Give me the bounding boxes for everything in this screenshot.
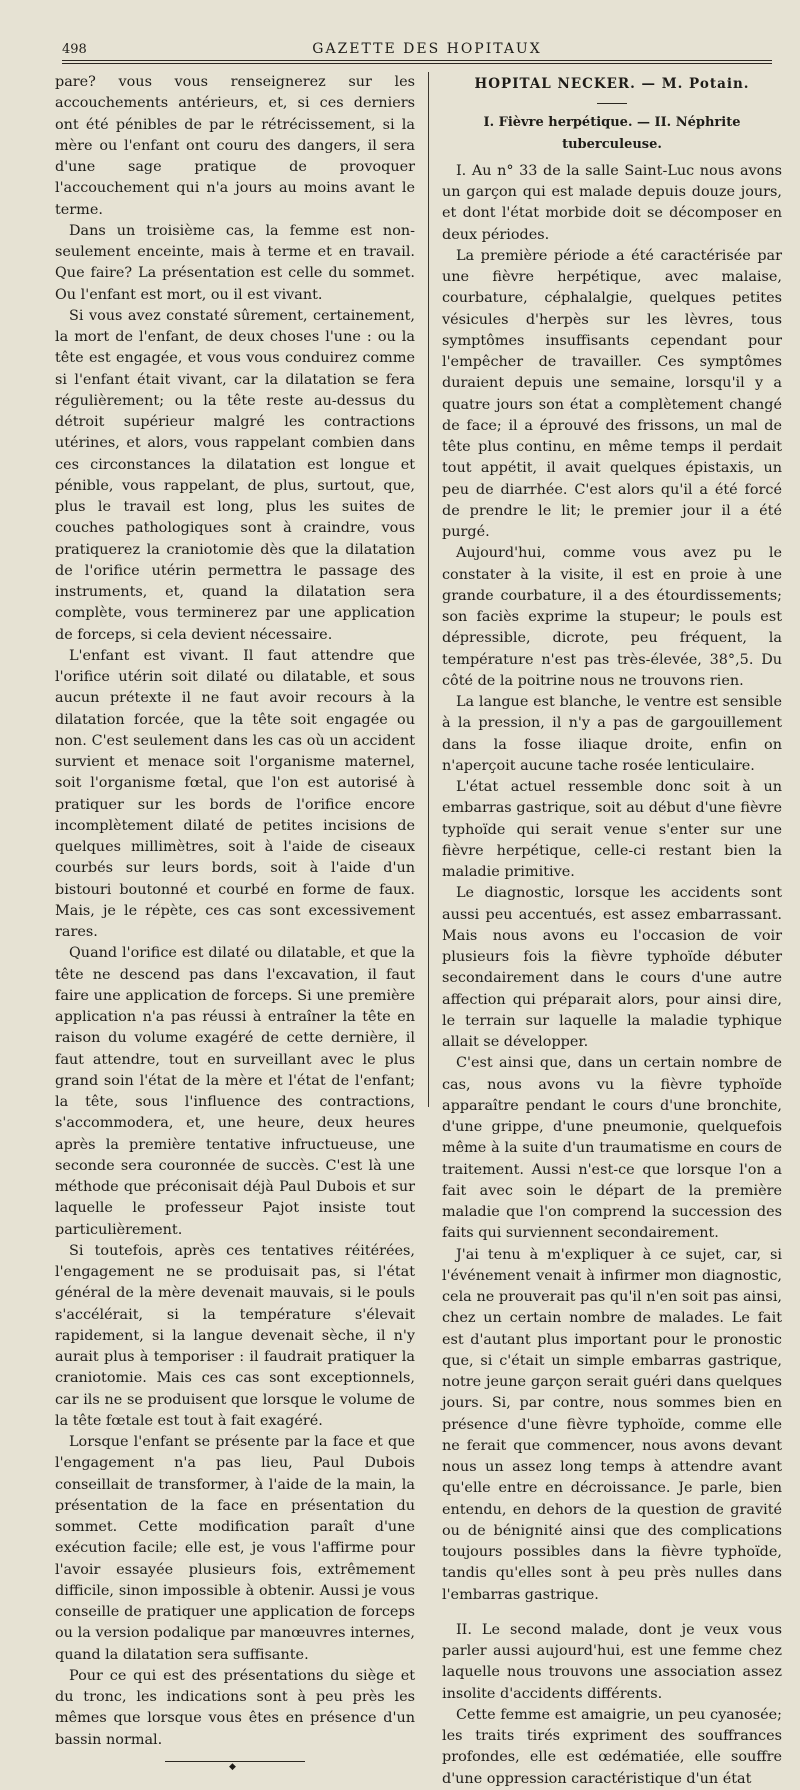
running-head [62, 38, 772, 61]
left-paragraph-4: L'enfant est vivant. Il faut attendre que l'orifice utérin soit dilaté ou dilatable, et sous aucun prétexte il ne faut avoir recours à la dilatation forcée, que la tête soit engagée ou non. C'est seulement dans les cas où un accident survient et menace soit l'organisme maternel, soit l'organisme fœtal, que l'on est autorisé à pratiquer sur les bords de l'orifice encore incomplètement dilaté de petites incisions de quelques millimètres, soit à l'aide de ciseaux courbés sur leurs bords, soit à l'aide d'un bistouri boutonné et courbé en forme de faux. Mais, je le répète, ces cas sont excessivement rares. [55, 647, 415, 940]
subsection-title: I. Fièvre herpétique. — II. Néphrite tuberculeuse. [483, 115, 741, 152]
page-number: 498 [62, 41, 87, 57]
left-column [55, 72, 415, 1772]
right-paragraph-7: C'est ainsi que, dans un certain nombre de cas, nous avons vu la fièvre typhoïde apparaître pendant le cours d'une bronchite, d'une grippe, d'une pneumonie, quelquefois même à la suite d'un traumatisme en cours de traitement. Aussi n'est-ce que lorsque l'on a fait avec soin le départ de la première maladie que l'on comprend la succession des faits qui surviennent secondairement. [442, 1055, 782, 1242]
column-divider [428, 72, 429, 1107]
end-ornament: ◆ [165, 1761, 305, 1762]
right-paragraph-3: Aujourd'hui, comme vous avez pu le constater à la visite, il est en proie à une grande courbature, il a des étourdissements; son faciès exprime la stupeur; le pouls est dépressible, dicrote, peu fréquent, la température n'est pas très-élevée, 38°,5. Du côté de la poitrine nous ne trouvons rien. [442, 545, 782, 689]
left-paragraph-7: Lorsque l'enfant se présente par la face et que l'engagement n'a pas lieu, Paul Dubois conseillait de transformer, à l'aide de la main, la présentation de la face en présentation du sommet. Cette modification paraît d'une exécution facile; elle est, je vous l'affirme pour l'avoir essayée plusieurs fois, extrêmement difficile, sinon impossible à obtenir. Aussi je vous conseille de pratiquer une application de forceps ou la version podalique par manœuvres internes, quand la dilatation sera suffisante. [55, 1434, 415, 1663]
right-paragraph-1: I. Au n° 33 de la salle Saint-Luc nous avons un garçon qui est malade depuis douze jours, et dont l'état morbide doit se décomposer en deux périodes. [442, 162, 782, 243]
right-column [442, 72, 782, 1790]
right-paragraph-2: La première période a été caractérisée par une fièvre herpétique, avec malaise, courbature, céphalalgie, quelques petites vésicules d'herpès sur les lèvres, tous symptômes insuffisants cependant pour l'empêcher de travailler. Ces symptômes duraient depuis une semaine, lorsqu'il y a quatre jours son état a complètement changé de face; il a éprouvé des frissons, un mal de tête plus continu, en même temps il perdait tout appétit, il avait quelques épistaxis, un peu de diarrhée. C'est alors qu'il a été forcé de prendre le lit; le premier jour il a été purgé. [442, 247, 782, 540]
left-paragraph-2: Dans un troisième cas, la femme est non-seulement enceinte, mais à terme et en travail. Que faire? La présentation est celle du sommet. Ou l'enfant est mort, ou il est vivant. [55, 222, 415, 303]
left-paragraph-1: pare? vous vous renseignerez sur les accouchements antérieurs, et, si ces derniers ont été pénibles de par le rétrécissement, si la mère ou l'enfant ont couru des dangers, il sera d'une sage pratique de provoquer l'accouchement qui n'a jours au moins avant le terme. [55, 74, 415, 218]
journal-title: GAZETTE DES HOPITAUX [312, 41, 542, 57]
right-paragraph-6: Le diagnostic, lorsque les accidents sont aussi peu accentués, est assez embarrassant. Mais nous avons eu l'occasion de voir plusieurs fois la fièvre typhoïde débuter secondairement dans le cours d'une autre affection qui préparait alors, pour ainsi dire, le terrain sur laquelle la maladie typhique allait se développer. [442, 885, 782, 1050]
left-paragraph-3: Si vous avez constaté sûrement, certainement, la mort de l'enfant, de deux choses l'une : ou la tête est engagée, et vous vous conduirez comme si l'enfant était vivant, car la dilatation se fera régulièrement; ou la tête reste au-dessus du détroit supérieur malgré les contractions utérines, et alors, vous rappelant combien dans ces circonstances la dilatation est longue et pénible, vous rappelant, de plus, surtout, que, plus le travail est long, plus les suites de couches pathologiques sont à craindre, vous pratiquerez la craniotomie dès que la dilatation de l'orifice utérin permettra le passage des instruments, et, quand la dilatation sera complète, vous terminerez par une application de forceps, si cela devient nécessaire. [55, 307, 415, 643]
right-paragraph-10: Cette femme est amaigrie, un peu cyanosée; les traits tirés expriment des souffrances profondes, elle est œdématiée, elle souffre d'une oppression caractéristique d'un état [442, 1706, 782, 1787]
right-paragraph-5: L'état actuel ressemble donc soit à un embarras gastrique, soit au début d'une fièvre typhoïde qui serait venue s'enter sur une fièvre herpétique, celle-ci restant bien la maladie primitive. [442, 779, 782, 880]
left-paragraph-6: Si toutefois, après ces tentatives réitérées, l'engagement ne se produisait pas, si l'état général de la mère devenait mauvais, si le pouls s'accélérait, si la température s'élevait rapidement, si la langue devenait sèche, il n'y aurait plus à temporiser : il faudrait pratiquer la craniotomie. Mais ces cas sont exceptionnels, car ils ne se produisent que lorsque le volume de la tête fœtale est tout à fait exagéré. [55, 1242, 415, 1429]
right-paragraph-8: J'ai tenu à m'expliquer à ce sujet, car, si l'événement venait à infirmer mon diagnostic, cela ne prouverait pas qu'il n'en soit pas ainsi, chez un certain nombre de malades. Le fait est d'autant plus important pour le pronostic que, si c'était un simple embarras gastrique, notre jeune garçon serait guéri dans quelques jours. Si, par contre, nous sommes bien en présence d'une fièvre typhoïde, comme elle ne ferait que commencer, nous avons devant nous un assez long temps à attendre avant qu'elle entre en décroissance. Je parle, bien entendu, en dehors de la question de gravité ou de bénignité ainsi que des complications toujours possibles dans la fièvre typhoïde, tandis qu'elles sont à peu près nulles dans l'embarras gastrique. [442, 1246, 782, 1603]
left-paragraph-8: Pour ce qui est des présentations du siège et du tronc, les indications sont à peu près les mêmes que lorsque vous êtes en présence d'un bassin normal. [55, 1667, 415, 1748]
header-rule [62, 63, 772, 64]
left-paragraph-5: Quand l'orifice est dilaté ou dilatable, et que la tête ne descend pas dans l'excavation, il faut faire une application de forceps. Si une première application n'a pas réussi à entraîner la tête en raison du volume exagéré de cette dernière, il faut attendre, tout en surveillant avec le plus grand soin l'état de la mère et l'état de l'enfant; la tête, sous l'influence des contractions, s'accommodera, et, une heure, deux heures après la première tentative infructueuse, une seconde sera couronnée de succès. C'est là une méthode que préconisait déjà Paul Dubois et sur laquelle le professeur Pajot insiste tout particulièrement. [55, 945, 415, 1238]
paragraph-gap [442, 1606, 782, 1620]
right-paragraph-4: La langue est blanche, le ventre est sensible à la pression, il n'y a pas de gargouillement dans la fosse iliaque droite, enfin on n'aperçoit aucune tache rosée lenticulaire. [442, 694, 782, 774]
section-title: HOPITAL NECKER. — M. Potain. [474, 76, 750, 92]
right-paragraph-9: II. Le second malade, dont je veux vous parler aussi aujourd'hui, est une femme chez laquelle nous trouvons une association assez insolite d'accidents différents. [442, 1621, 782, 1702]
section-rule [597, 103, 627, 104]
